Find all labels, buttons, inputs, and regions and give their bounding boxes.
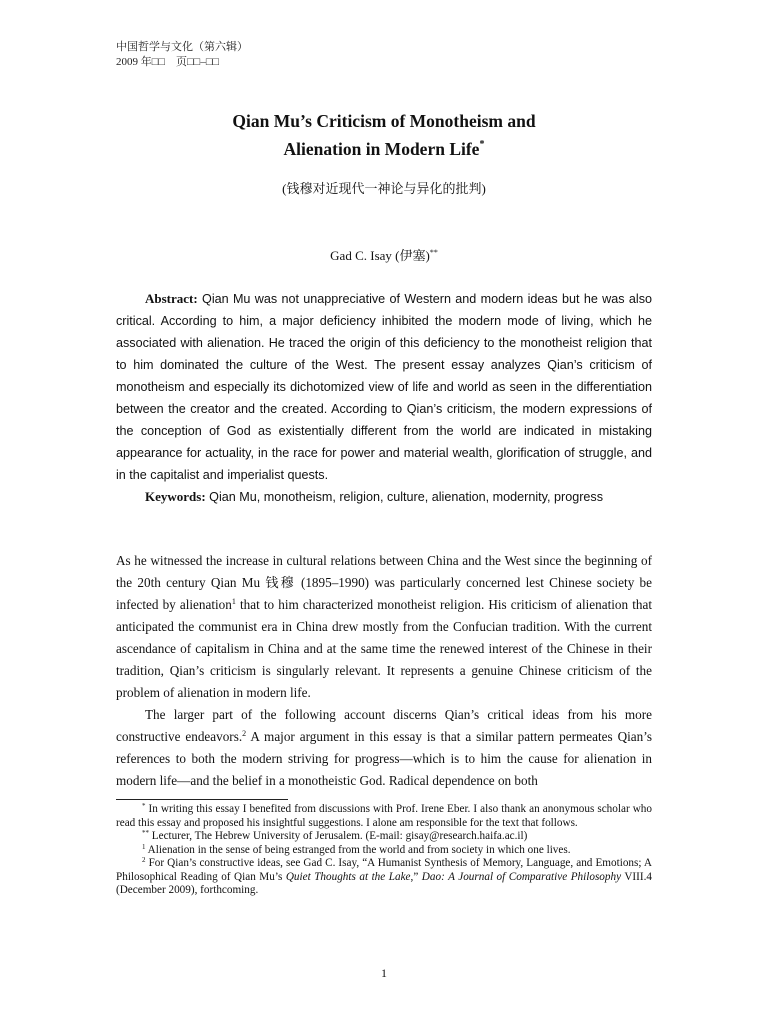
body-p1-part-a: As he witnessed the increase in cultural relations between China and the West since the beginning of the 20th century Qian Mu 钱穆 (1895–1990) was particularly concerned lest Chinese society be infected by alienation: [116, 553, 652, 612]
footnote-2-text-b: ,”: [410, 870, 422, 883]
footnote-1: [116, 844, 652, 858]
body-paragraph-1: [116, 550, 652, 704]
footnotes: [116, 803, 652, 898]
keywords-label: Keywords:: [145, 489, 206, 504]
paper-title: [0, 110, 768, 161]
footnote-ref-2: 2: [242, 729, 247, 738]
abstract-paragraph: [116, 288, 652, 486]
footnote-2-marker: 2: [142, 856, 146, 864]
author-footnote-marker: **: [429, 248, 438, 257]
footnote-star-text: In writing this essay I benefited from discussions with Prof. Irene Eber. I also thank an anonymous scholar who read this essay and proposed his insightful suggestions. I alone am responsible for the text that follows.: [116, 803, 652, 829]
keywords-text: Qian Mu, monotheism, religion, culture, alienation, modernity, progress: [205, 490, 604, 504]
footnote-divider: [116, 799, 288, 800]
body-p1-part-b: that to him characterized monotheist religion. His criticism of alienation that anticipated the communist era in China drew mostly from the Confucian tradition. With the current ascendance of capitalism in China and at the same time the renewed interest of the Chinese in their tradition, Qian’s criticism is singularly relevant. It represents a genuine Chinese criticism of the problem of alienation in modern life.: [116, 597, 653, 700]
title-line-2: [0, 133, 768, 161]
footnote-star-marker: *: [142, 802, 146, 810]
author-line: [0, 245, 768, 264]
footnote-double-star: [116, 830, 652, 844]
title-line-1: Qian Mu’s Criticism of Monotheism and: [232, 111, 536, 131]
abstract-text: Qian Mu was not unappreciative of Western and modern ideas but he was also critical. According to him, a major deficiency inhibited the modern mode of living, which he associated with alienation. He traced the origin of this deficiency to the monotheist religion that to him dominated the culture of the West. The present essay analyzes Qian’s criticism of monotheism and especially its dichotomized view of life and world as seen in the differentiation between the creator and the created. According to Qian’s criticism, the modern expressions of the conception of God as existentially different from the world are indicated in mistaking appearance for actuality, in the race for power and material wealth, glorification of struggle, and in the capitalist and imperialist quests.: [116, 292, 652, 482]
abstract-section: [116, 288, 652, 508]
issue-info: 2009 年□□ 页□□–□□: [116, 56, 220, 68]
author-name: Gad C. Isay (伊塞): [330, 248, 430, 263]
footnote-1-marker: 1: [142, 842, 146, 851]
body-p2-part-a: The larger part of the following account discerns Qian’s critical ideas from his more constructive endeavors.: [116, 707, 652, 744]
footnote-1-text: Alienation in the sense of being estranged from the world and from society in which one lives.: [145, 843, 571, 856]
abstract-label: Abstract:: [145, 291, 198, 306]
body-p2-part-b: A major argument in this essay is that a similar pattern permeates Qian’s references to both the modern striving for progress—which is to him the cause for alienation in modern life—and the belief in a monotheistic God. Radical dependence on both: [116, 729, 652, 788]
running-header: [116, 40, 248, 70]
footnote-2-text-a: For Qian’s constructive ideas, see Gad C. Isay, “A Humanist Synthesis of Memory, Language, and Emotions; A Philosophical Reading of Qian Mu’s: [116, 857, 652, 883]
footnote-double-star-marker: **: [142, 829, 149, 837]
footnote-2-text-c: VIII.4 (December 2009), forthcoming.: [116, 870, 653, 896]
journal-name: 中国哲学与文化（第六辑）: [116, 41, 248, 53]
page-number: 1: [381, 966, 387, 980]
footnote-star: [116, 803, 652, 830]
footnote-2-journal-title: Dao: A Journal of Comparative Philosophy: [421, 870, 622, 883]
footnote-ref-1: 1: [231, 597, 236, 606]
title-footnote-marker: *: [479, 139, 485, 150]
chinese-subtitle: (钱穆对近现代一神论与异化的批判): [282, 181, 486, 196]
body-text: [116, 550, 652, 792]
keywords-paragraph: [116, 486, 652, 508]
body-paragraph-2: [116, 704, 652, 792]
footnote-double-star-text: Lecturer, The Hebrew University of Jerusalem. (E-mail: gisay@research.haifa.ac.il): [149, 830, 528, 842]
footnote-2-book-title: Quiet Thoughts at the Lake: [285, 870, 411, 883]
footnote-2: [116, 857, 652, 898]
title-line-2-text: Alienation in Modern Life: [283, 139, 480, 159]
